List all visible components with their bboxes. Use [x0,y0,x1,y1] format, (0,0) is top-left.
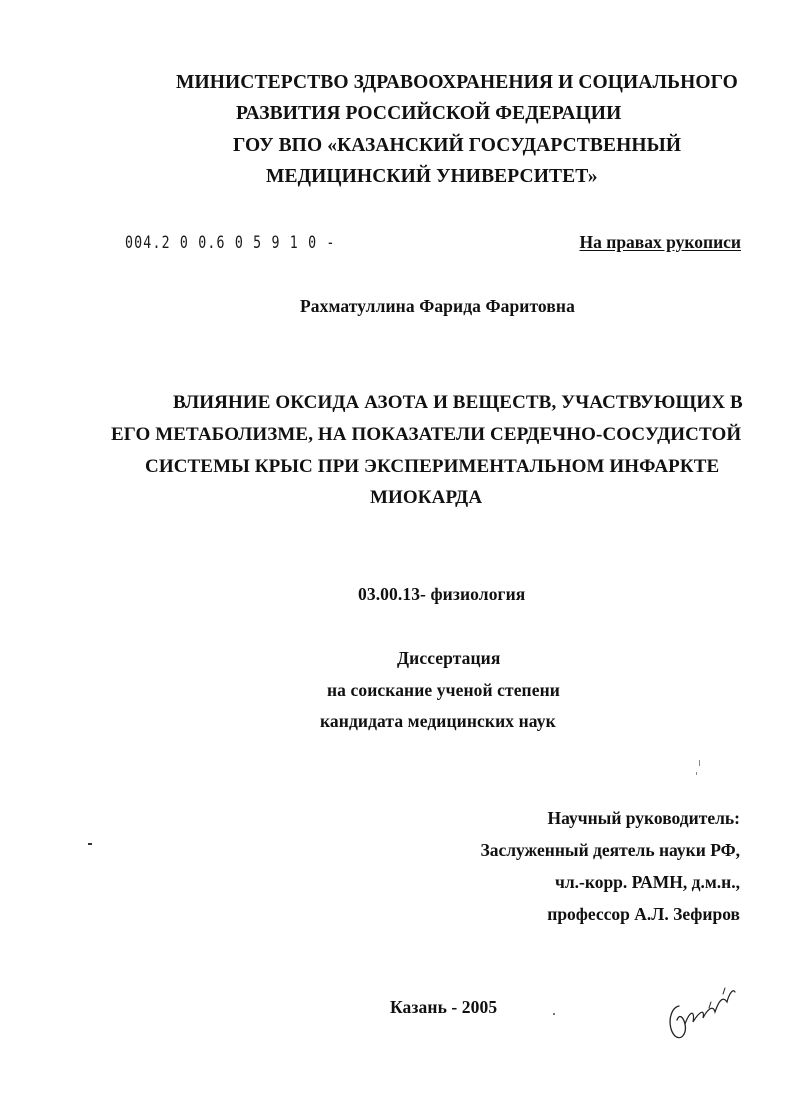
handwritten-signature [665,978,745,1048]
scan-speck [696,772,697,775]
author-name: Рахматуллина Фарида Фаритовна [300,296,575,316]
header-line-ministry: МИНИСТЕРСТВО ЗДРАВООХРАНЕНИЯ И СОЦИАЛЬНОГО [176,72,738,93]
title-line-3: СИСТЕМЫ КРЫС ПРИ ЭКСПЕРИМЕНТАЛЬНОМ ИНФАРКТЕ [145,456,720,477]
registry-number-stamp: 004.2 0 0.6 0 5 9 1 0 - [125,233,336,253]
city-year: Казань - 2005 [390,997,498,1017]
title-line-1: ВЛИЯНИЕ ОКСИДА АЗОТА И ВЕЩЕСТВ, УЧАСТВУЮЩИХ В [173,392,743,413]
header-line-federation: РАЗВИТИЯ РОССИЙСКОЙ ФЕДЕРАЦИИ [236,103,622,124]
degree-line-for-degree: на соискание ученой степени [327,680,560,700]
scan-speck [553,1013,555,1015]
supervisor-rank: чл.-корр. РАМН, д.м.н., [554,872,740,892]
supervisor-heading: Научный руководитель: [547,808,740,828]
supervisor-honor: Заслуженный деятель науки РФ, [480,840,740,860]
title-line-4: МИОКАРДА [370,487,483,508]
manuscript-rights-label: На правах рукописи [579,232,741,252]
header-line-medical: МЕДИЦИНСКИЙ УНИВЕРСИТЕТ» [266,166,598,187]
degree-line-candidate: кандидата медицинских наук [320,711,556,731]
supervisor-name: профессор А.Л. Зефиров [547,904,740,924]
specialty-code: 03.00.13- физиология [358,584,526,604]
scan-speck [88,843,92,845]
degree-line-dissertation: Диссертация [397,648,501,668]
header-line-university: ГОУ ВПО «КАЗАНСКИЙ ГОСУДАРСТВЕННЫЙ [233,135,682,156]
scan-speck [699,760,700,766]
title-line-2: ЕГО МЕТАБОЛИЗМЕ, НА ПОКАЗАТЕЛИ СЕРДЕЧНО-СОСУДИСТОЙ [111,424,742,445]
